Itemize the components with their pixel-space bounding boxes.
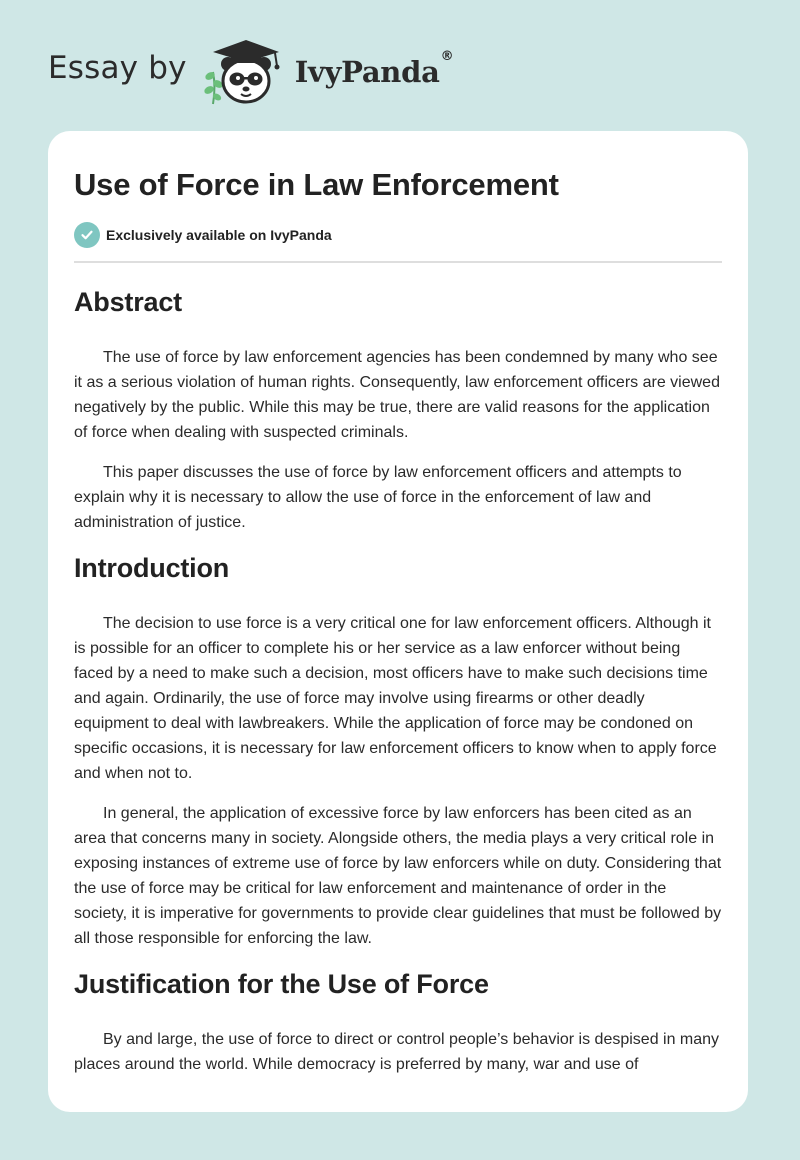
page-title: Use of Force in Law Enforcement (74, 167, 559, 202)
site-header-logo[interactable] (48, 34, 453, 108)
section-introduction (74, 548, 722, 951)
exclusive-badge-text: Exclusively available on IvyPanda (106, 227, 332, 243)
article-body (74, 282, 722, 1077)
section-abstract (74, 282, 722, 535)
paragraph: By and large, the use of force to direct or control people’s behavior is despised in many places around the world. While democracy is preferred by many, war and use of (74, 1031, 720, 1073)
exclusive-badge (74, 222, 332, 248)
registered-mark: ® (440, 49, 454, 64)
brand-name-text: IvyPanda (294, 55, 440, 89)
check-circle-icon (74, 222, 100, 248)
title-divider (74, 261, 722, 263)
brand-prefix: Essay by (48, 50, 187, 86)
section-heading: Justification for the Use of Force (74, 969, 489, 999)
section-heading: Introduction (74, 553, 230, 583)
brand-name (294, 49, 454, 89)
paragraph: This paper discusses the use of force by law enforcement officers and attempts to explain why it is necessary to allow the use of force in the enforcement of law and administration of justice. (74, 464, 682, 531)
paragraph: The use of force by law enforcement agencies has been condemned by many who see it as a serious violation of human rights. Consequently, law enforcement officers are viewed negatively by the public. While this may be true, there are valid reasons for the application of force when dealing with suspected criminals. (74, 349, 720, 441)
section-justification (74, 964, 722, 1077)
paragraph: The decision to use force is a very critical one for law enforcement officers. Although it is possible for an officer to complete his or her service as a law enforcer without being faced by a need to make such a decision, most officers have to make such decisions time and again. Ordinarily, the use of force may involve using firearms or other deadly equipment to deal with lawbreakers. While the application of force may be condoned on specific occasions, it is necessary for law enforcement officers to know when to apply force and when not to. (74, 615, 717, 782)
panda-graduate-mascot-icon (201, 34, 291, 108)
section-heading: Abstract (74, 287, 182, 317)
paragraph: In general, the application of excessive force by law enforcers has been cited as an area that concerns many in society. Alongside others, the media plays a very critical role in exposing instances of extreme use of force by law enforcers while on duty. Considering that the use of force may be critical for law enforcement and maintenance of order in the society, it is imperative for governments to provide clear guidelines that must be followed by all those responsible for enforcing the law. (74, 805, 722, 947)
essay-card (48, 131, 748, 1112)
